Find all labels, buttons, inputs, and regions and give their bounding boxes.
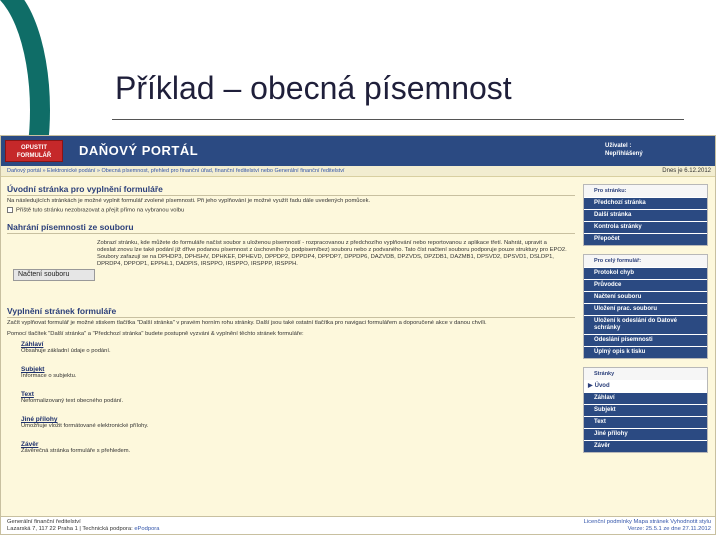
footer-address-text: Lazarská 7, 117 22 Praha 1 | Technická podpora:: [7, 526, 133, 532]
support-link[interactable]: ePodpora: [134, 526, 160, 532]
slide-title-rule: [112, 119, 684, 120]
user-value: Nepřihlášený: [605, 151, 643, 157]
current-page-arrow-icon: ▶: [588, 383, 593, 389]
footer-org: Generální finanční ředitelství: [7, 519, 81, 525]
action-next-page[interactable]: Další stránka: [584, 209, 707, 221]
nav-page-intro[interactable]: [584, 380, 707, 392]
footer-right: [584, 519, 711, 533]
slide-title: Příklad – obecná písemnost: [115, 70, 512, 106]
nav-page-text[interactable]: Text: [584, 416, 707, 428]
form-page-link[interactable]: Závěr: [21, 441, 39, 448]
skip-intro-row: [7, 207, 575, 215]
main-content: [7, 184, 575, 514]
nav-page-conclusion[interactable]: Závěr: [584, 440, 707, 452]
action-check-page[interactable]: Kontrola stránky: [584, 221, 707, 233]
action-guide[interactable]: Průvodce: [584, 279, 707, 291]
page-actions-heading: Pro stránku:: [584, 185, 707, 197]
portal-name: DAŇOVÝ PORTÁL: [79, 143, 199, 158]
breadcrumb: [1, 166, 716, 177]
form-page-desc: Neformalizovaný text obecného podání.: [21, 398, 124, 404]
fill-text-2: Pomocí tlačítek "Další stránka" a "Předchozí stránka" budete postupně vyzváni & vyplnění těchto stránek formuláře:: [7, 331, 304, 337]
nav-page-header[interactable]: Záhlaví: [584, 392, 707, 404]
fill-section: [7, 306, 575, 454]
upload-heading: Nahrání písemnosti ze souboru: [7, 222, 575, 234]
footer-links[interactable]: Licenční podmínky Mapa stránek Vyhodnotit stylu: [583, 519, 711, 525]
nav-page-subject[interactable]: Subjekt: [584, 404, 707, 416]
form-page-desc: Závěrečná stránka formuláře s přehledem.: [21, 448, 131, 454]
skip-intro-label: Příště tuto stránku nezobrazovat a přejít přímo na vybranou volbu: [16, 207, 185, 214]
action-send-document[interactable]: Odeslání písemnosti: [584, 334, 707, 346]
intro-section: [7, 184, 575, 215]
form-actions-heading: Pro celý formulář:: [584, 255, 707, 267]
user-label: Uživatel :: [605, 143, 632, 149]
fill-heading: Vyplnění stránek formuláře: [7, 306, 575, 318]
form-page-desc: Umožňuje vložit formátované elektronické přílohy.: [21, 423, 149, 429]
footer-version: Verze: 25.5.1 ze dne 27.11.2012: [627, 526, 711, 532]
form-page-link[interactable]: Text: [21, 391, 34, 398]
intro-heading: Úvodní stránka pro vyplnění formuláře: [7, 184, 575, 196]
upload-text: Zobrazí stránku, kde můžete do formuláře načíst soubor s uloženou písemností - rozpracovanou z předchozího vyplňování nebo reportovanou z aplikace třetí. Nahrát, upravit a odeslat znovu lze také podání již dříve podanou písemnost z úschovního (s podpisem/bez) souboru nebo z podvaného. Tato číst načtení souboru podporuje pouze struktury pro EPO2. Soubory zařazují se na DPHDP3, DPHSHV, DPHKEF, DPHEVD, DPPDP2, DPPDP4, DPPDP7, DPPDP6, DAZVDB, DPZVDS, DPZDB1, DAZMB1, DPSVD2, DPSVD1, DSLDP1, DPRDP4, DPPOP1, EPPHL1, DADPIS, IRSPPO, IRSPPO, IRSPPP, IRSPPH.: [97, 240, 567, 267]
form-page-desc: Obsahuje základní údaje o podání.: [21, 348, 111, 354]
intro-text: Na následujících stránkách je možné vyplnit formulář zvolené písemnosti. Při jeho vyplňování je možné využít řadu dále uvedených pomůcek.: [7, 198, 371, 204]
upload-section: [7, 222, 575, 236]
page-actions-box: [583, 184, 708, 246]
leave-form-button[interactable]: OPUSTIT FORMULÁŘ: [5, 140, 63, 162]
current-date: Dnes je 6.12.2012: [658, 168, 711, 174]
right-panel: [583, 184, 708, 461]
form-page-link[interactable]: Záhlaví: [21, 341, 44, 348]
nav-page-label: Úvod: [594, 383, 610, 389]
fill-text-1: Začít vyplňovat formulář je možné stiskem tlačítka "Další stránka" v pravém horním rohu stránky. Další jsou také ostatní tlačítka pro navigaci formulářem a doporučené akce v danou chvíli.: [7, 320, 487, 326]
skip-intro-checkbox[interactable]: [7, 207, 13, 213]
action-save-for-databox[interactable]: Uložení k odeslání do Datové schránky: [584, 315, 707, 334]
action-print-copy[interactable]: Úplný opis k tisku: [584, 346, 707, 358]
action-save-work-file[interactable]: Uložení prac. souboru: [584, 303, 707, 315]
action-recalculate[interactable]: Přepočet: [584, 233, 707, 245]
portal-header: [1, 136, 716, 166]
action-previous-page[interactable]: Předchozí stránka: [584, 197, 707, 209]
form-page-desc: Informace o subjektu.: [21, 373, 77, 379]
form-page-link[interactable]: Jiné přílohy: [21, 416, 58, 423]
action-load-file[interactable]: Načtení souboru: [584, 291, 707, 303]
form-page-link[interactable]: Subjekt: [21, 366, 45, 373]
form-actions-box: [583, 254, 708, 359]
nav-page-attachments[interactable]: Jiné přílohy: [584, 428, 707, 440]
portal-screenshot: [0, 135, 716, 535]
action-error-log[interactable]: Protokol chyb: [584, 267, 707, 279]
load-file-button[interactable]: Načtení souboru: [13, 269, 95, 281]
pages-box: [583, 367, 708, 453]
portal-footer: [1, 516, 716, 535]
user-info: [605, 142, 643, 158]
breadcrumb-text[interactable]: Daňový portál » Elektronické podání » Obecná písemnost, přehled pro finanční úřad, finanční ředitelství nebo Generální finanční ředitelství: [7, 168, 345, 174]
pages-heading: Stránky: [584, 368, 707, 380]
